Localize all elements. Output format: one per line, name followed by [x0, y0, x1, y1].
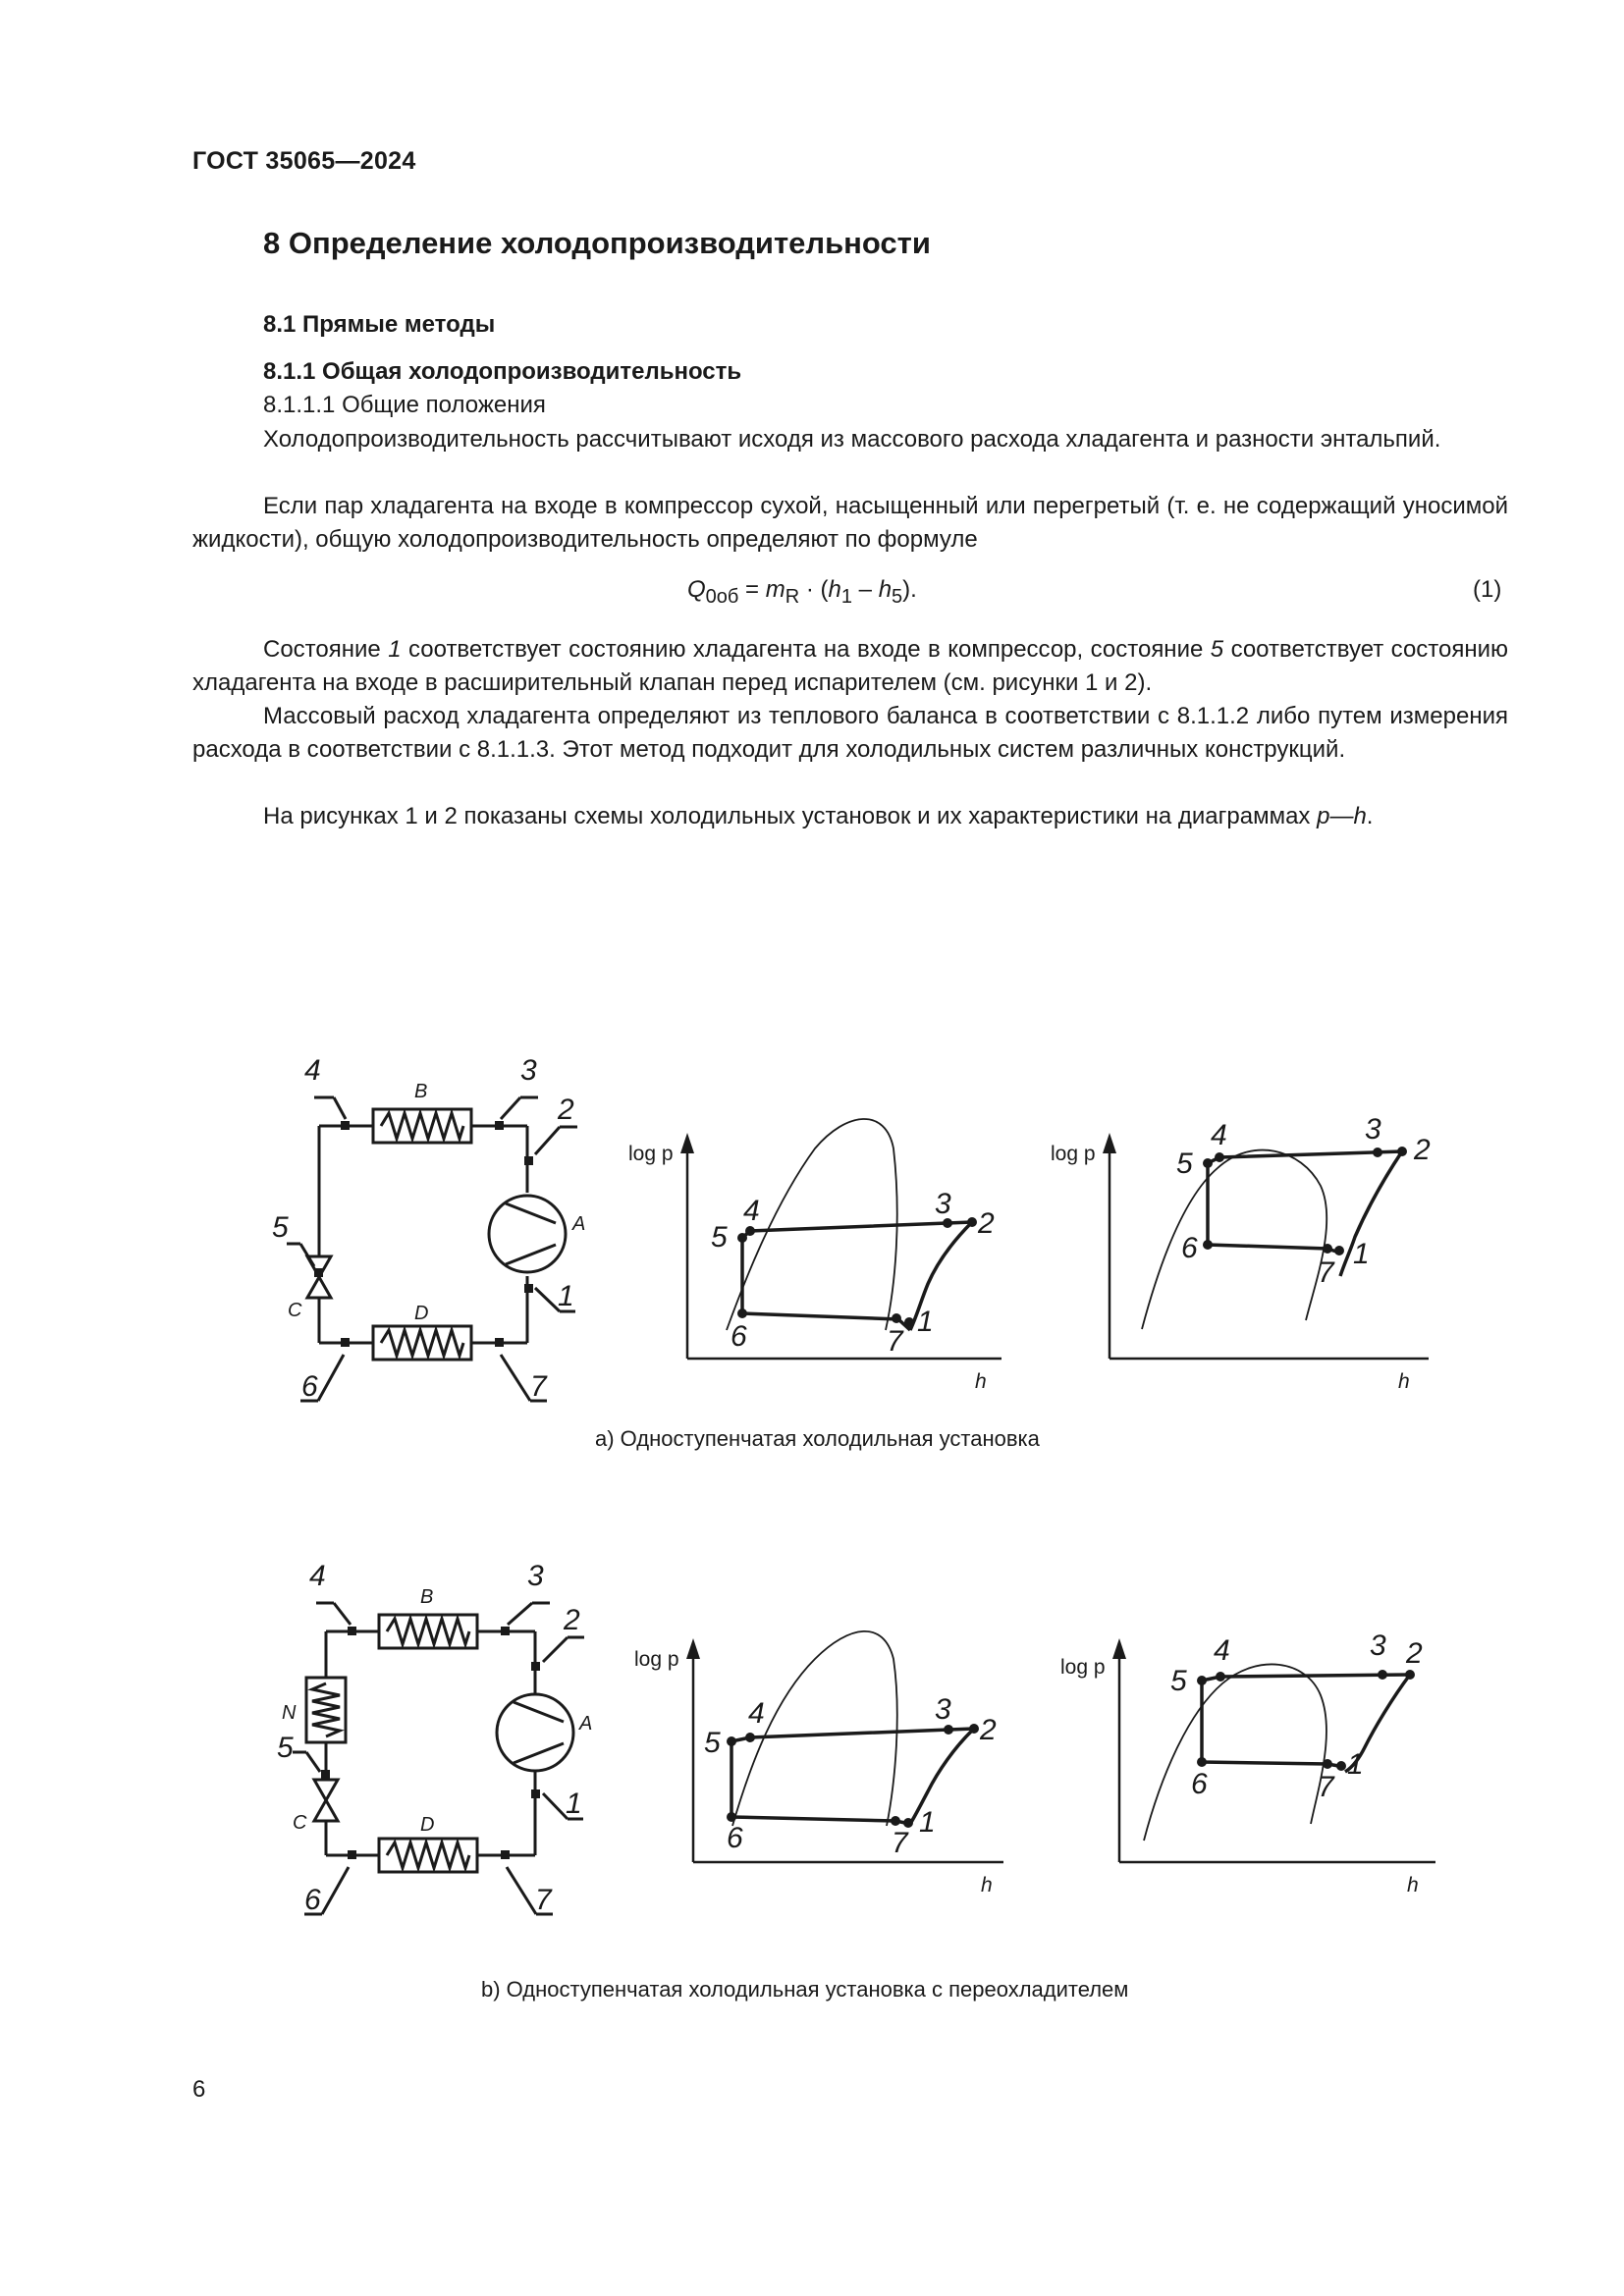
ph-diagram-b2: [1112, 1638, 1435, 1862]
figure-a: [0, 1031, 1624, 1482]
ph-b1-label-3: 3: [935, 1693, 951, 1726]
component-label-a: A: [572, 1213, 586, 1235]
point-label-6: 6: [301, 1370, 318, 1403]
ph-diagram-a1: [680, 1119, 1001, 1359]
ph-a2-label-4: 4: [1211, 1119, 1227, 1151]
point-label-7: 7: [530, 1370, 547, 1403]
ph-b2-label-3: 3: [1370, 1629, 1386, 1662]
figure-b-caption: b) Одноступенчатая холодильная установка с переохладителем: [481, 1977, 1129, 2002]
compressor-a: [489, 1196, 566, 1272]
ph-b1-label-7: 7: [892, 1827, 908, 1859]
ph-b1-label-5: 5: [704, 1727, 721, 1759]
component-label-d: D: [414, 1303, 429, 1324]
ph-b2-label-4: 4: [1214, 1634, 1230, 1667]
ph-a2-label-3: 3: [1365, 1113, 1381, 1146]
formula-number: (1): [1473, 576, 1502, 603]
point-label-b-5: 5: [277, 1732, 294, 1764]
point-label-1: 1: [558, 1280, 574, 1312]
paragraph-4: Массовый расход хладагента определяют из теплового баланса в соответствии с 8.1.1.2 либо путем измерения расхода в соответствии с 8.1.1.3. Этот метод подходит для холодильных систем различных конструкций.: [192, 703, 1508, 763]
ph-a1-label-3: 3: [935, 1188, 951, 1220]
ph-a1-label-7: 7: [887, 1325, 903, 1358]
ph-a2-x-axis-label: h: [1398, 1370, 1410, 1393]
ph-a1-label-4: 4: [743, 1195, 760, 1227]
ph-b1-y-axis-label: log p: [634, 1648, 679, 1671]
ph-a2-label-6: 6: [1181, 1232, 1198, 1264]
compressor-a2: [497, 1694, 573, 1771]
ph-a2-y-axis-label: log p: [1051, 1143, 1096, 1165]
schematic-b: [293, 1603, 584, 1914]
ph-b1-label-4: 4: [748, 1697, 765, 1730]
ph-diagram-a2: [1103, 1133, 1429, 1359]
section-heading: 8 Определение холодопроизводительности: [263, 226, 931, 260]
ph-b1-label-1: 1: [919, 1806, 936, 1839]
ph-b2-y-axis-label: log p: [1060, 1656, 1106, 1679]
point-label-4: 4: [304, 1054, 321, 1087]
point-label-b-4: 4: [309, 1560, 326, 1592]
point-label-b-1: 1: [566, 1788, 582, 1820]
subsubsection-heading: 8.1.1 Общая холодопроизводительность: [263, 358, 742, 385]
component-label-b-c: C: [293, 1812, 307, 1834]
point-label-2: 2: [558, 1094, 574, 1126]
point-label-5: 5: [272, 1211, 289, 1244]
component-label-b-n: N: [282, 1702, 297, 1724]
paragraph-2: Если пар хладагента на входе в компрессор сухой, насыщенный или перегретый (т. е. не содержащий уносимой жидкости), общую холодопроизводительность определяют по формуле: [192, 493, 1508, 553]
point-label-b-3: 3: [527, 1560, 544, 1592]
ph-a2-label-2: 2: [1414, 1134, 1431, 1166]
component-label-b: B: [414, 1081, 428, 1102]
formula: $Q_{0об} = m_R \cdot (h_1 - h_5)$.: [687, 576, 917, 608]
ph-b2-label-7: 7: [1318, 1771, 1334, 1803]
point-label-3: 3: [520, 1054, 537, 1087]
figure-b: [0, 1536, 1624, 1949]
paragraph-1: Холодопроизводительность рассчитывают исходя из массового расхода хладагента и разности энтальпий.: [263, 426, 1441, 453]
document-header: ГОСТ 35065—2024: [192, 147, 416, 175]
ph-a2-label-1: 1: [1353, 1238, 1370, 1270]
schematic-a: [287, 1097, 577, 1401]
point-label-b-6: 6: [304, 1884, 321, 1916]
valve-c2: [314, 1780, 338, 1821]
ph-a1-label-6: 6: [731, 1320, 747, 1353]
ph-a1-x-axis-label: h: [975, 1370, 987, 1393]
ph-b1-label-6: 6: [727, 1822, 743, 1854]
figure-a-caption: a) Одноступенчатая холодильная установка: [595, 1426, 1040, 1451]
ph-b1-label-2: 2: [980, 1714, 997, 1746]
ph-a2-label-5: 5: [1176, 1148, 1193, 1180]
clause-heading: 8.1.1.1 Общие положения: [263, 392, 546, 418]
ph-a2-label-7: 7: [1318, 1256, 1334, 1289]
ph-b2-label-6: 6: [1191, 1768, 1208, 1800]
ph-a1-label-2: 2: [978, 1207, 995, 1240]
point-label-b-2: 2: [564, 1604, 580, 1636]
subsection-heading: 8.1 Прямые методы: [263, 311, 496, 338]
component-label-b-b: B: [420, 1586, 434, 1608]
ph-a1-label-5: 5: [711, 1221, 728, 1254]
ph-a1-label-1: 1: [917, 1306, 934, 1338]
paragraph-3: Состояние 1 соответствует состоянию хладагента на входе в компрессор, состояние 5 соответствует состоянию хладагента на входе в расширительный клапан перед испарителем (см. рисунки 1 и 2).: [192, 636, 1509, 696]
paragraph-5: На рисунках 1 и 2 показаны схемы холодильных установок и их характеристики на диаграммах p—h.: [263, 803, 1374, 829]
point-label-b-7: 7: [535, 1884, 552, 1916]
component-label-b-a: A: [579, 1713, 593, 1735]
component-label-c: C: [288, 1300, 302, 1321]
ph-b2-label-1: 1: [1347, 1748, 1364, 1781]
ph-b2-label-5: 5: [1170, 1665, 1187, 1697]
ph-b2-x-axis-label: h: [1407, 1874, 1419, 1896]
ph-b2-label-2: 2: [1406, 1637, 1423, 1670]
page-number: 6: [192, 2076, 206, 2103]
ph-a1-y-axis-label: log p: [628, 1143, 674, 1165]
component-label-b-d: D: [420, 1814, 435, 1836]
ph-b1-x-axis-label: h: [981, 1874, 993, 1896]
